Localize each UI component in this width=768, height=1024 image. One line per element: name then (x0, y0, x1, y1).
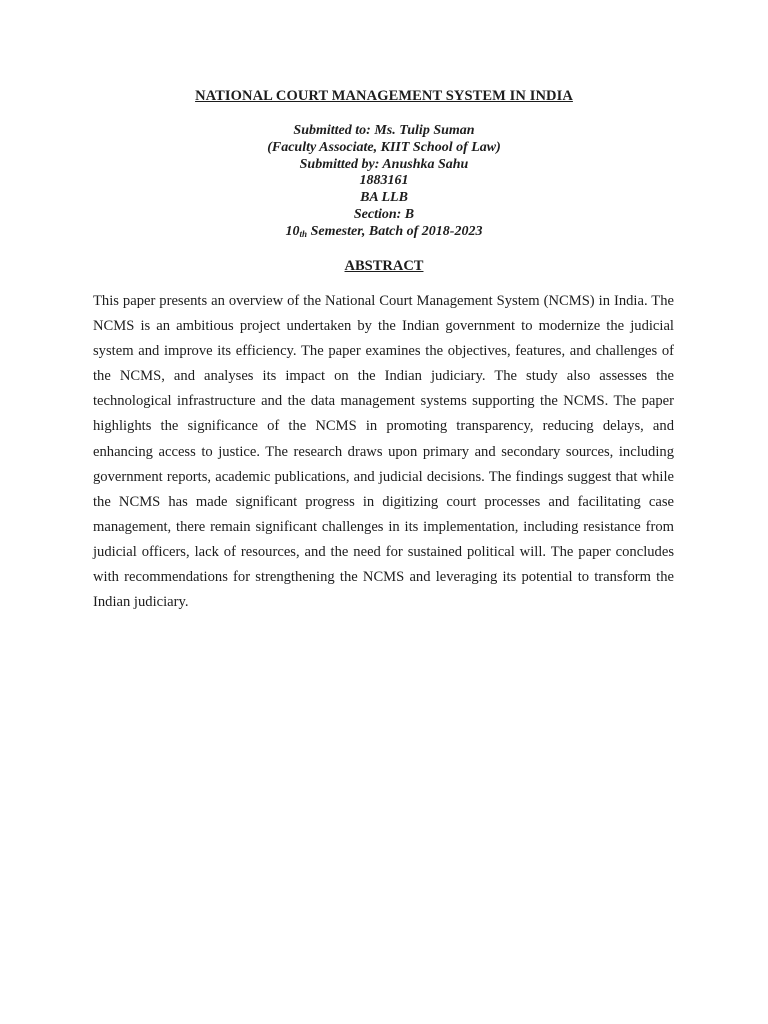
submission-details (0, 123, 768, 241)
semester-batch (0, 224, 768, 241)
semester-number: 10 (285, 223, 300, 239)
semester-suffix: th (299, 228, 308, 239)
submitted-to: Submitted to: Ms. Tulip Suman (293, 123, 475, 138)
semester-batch-text: Semester, Batch of 2018-2023 (307, 223, 483, 239)
submitted-by: Submitted by: Anushka Sahu (299, 156, 469, 172)
program-name: BA LLB (360, 190, 408, 206)
faculty-affiliation: (Faculty Associate, KIIT School of Law) (267, 139, 501, 155)
abstract-heading: ABSTRACT (344, 258, 424, 274)
roll-number: 1883161 (359, 173, 409, 189)
section-label: Section: B (353, 206, 415, 222)
document-title: NATIONAL COURT MANAGEMENT SYSTEM IN INDIA (195, 88, 573, 104)
abstract-paragraph: This paper presents an overview of the National Court Management System (NCMS) in India. The NCMS is an ambitious project undertaken by the Indian government to modernize the judicial system and improve its efficiency. The paper examines the objectives, features, and challenges of the NCMS, and analyses its impact on the Indian judiciary. The study also assesses the technological infrastructure and the data management systems supporting the NCMS. The paper highlights the significance of the NCMS in promoting transparency, reducing delays, and enhancing access to justice. The research draws upon primary and secondary sources, including government reports, academic publications, and judicial decisions. The findings suggest that while the NCMS has made significant progress in digitizing court processes and facilitating case management, there remain significant challenges in its implementation, including resistance from judicial officers, lack of resources, and the need for sustained political will. The paper concludes with recommendations for strengthening the NCMS and leveraging its potential to transform the Indian judiciary. (93, 293, 674, 611)
